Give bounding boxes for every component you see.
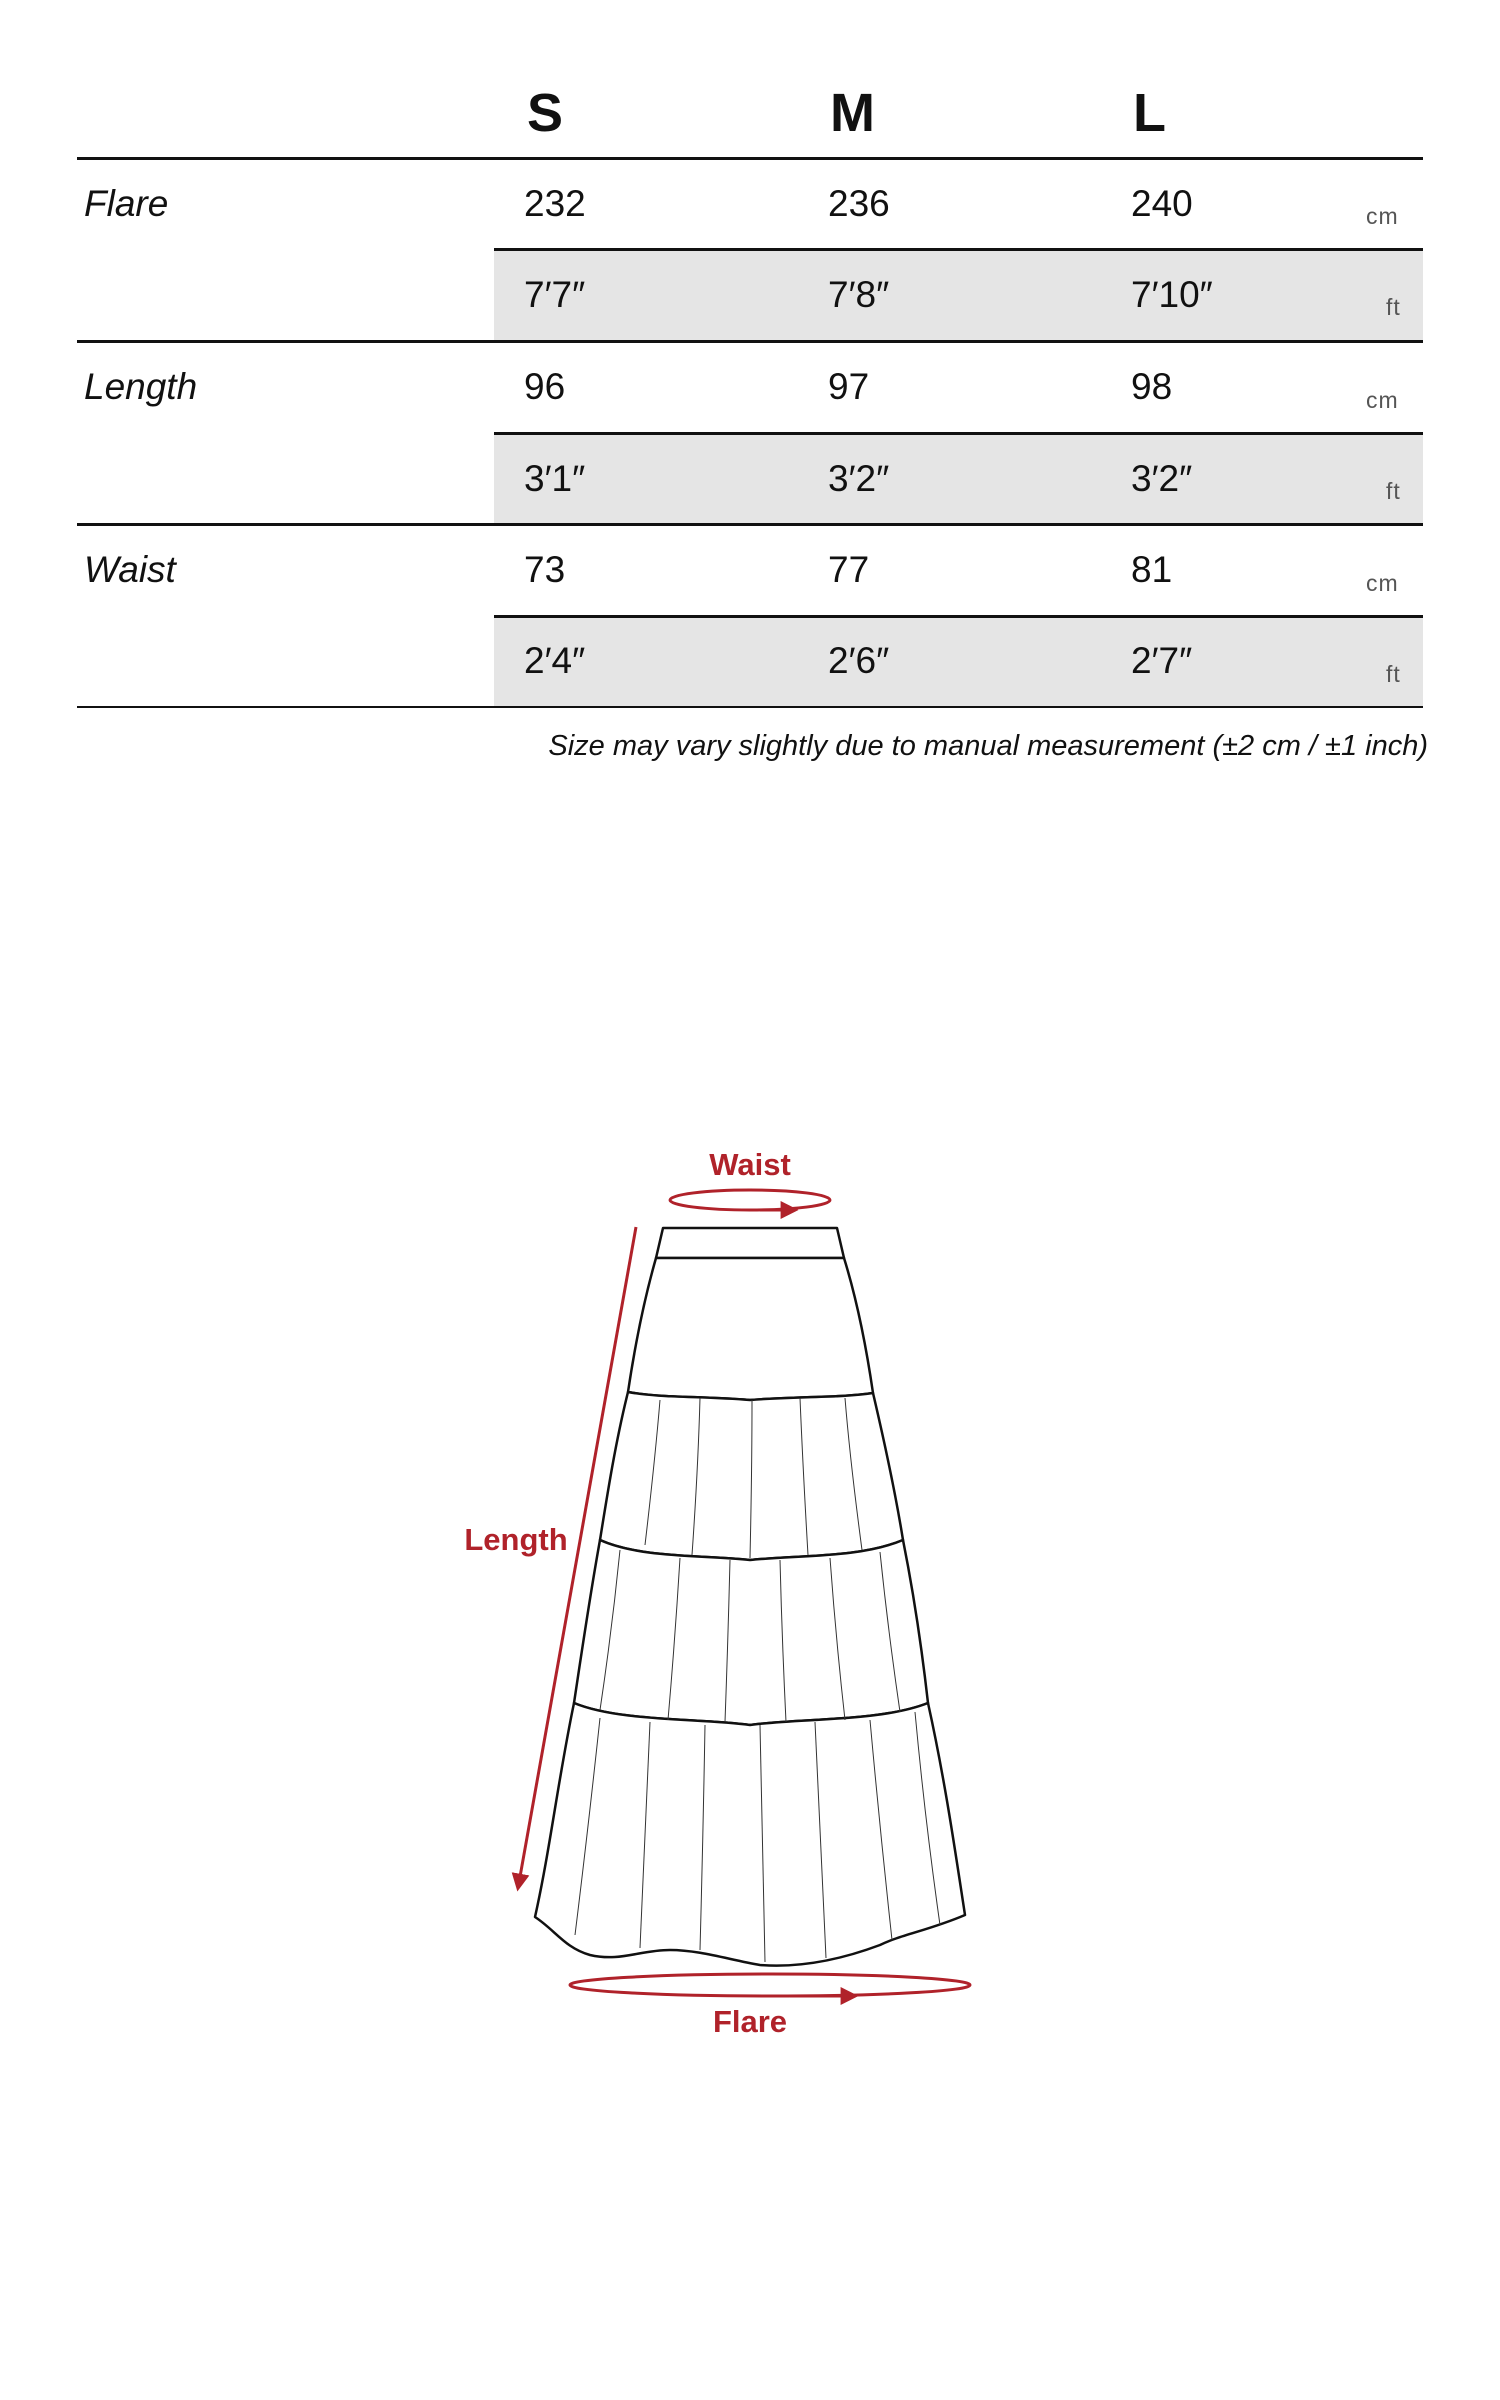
waist-cm-m: 77 <box>828 549 870 590</box>
flare-label: Flare <box>712 2004 788 2039</box>
waist-arrow-ellipse <box>670 1190 830 1210</box>
skirt-tier-1 <box>628 1258 873 1400</box>
flare-bottom-rule <box>77 340 1423 343</box>
length-ft-unit: ft <box>1386 478 1401 504</box>
size-header-l: L <box>1133 83 1166 143</box>
row-label-waist: Waist <box>84 549 176 590</box>
flare-cm-l: 240 <box>1131 183 1193 224</box>
length-cm-l: 98 <box>1131 366 1173 407</box>
skirt-tier-3 <box>574 1540 928 1725</box>
flare-cm-s: 232 <box>524 183 586 224</box>
table-bottom-rule <box>77 706 1423 708</box>
flare-cm-m: 236 <box>828 183 890 224</box>
flare-ft-m: 7′8″ <box>828 274 890 315</box>
row-label-length: Length <box>84 366 198 407</box>
waist-ft-m: 2′6″ <box>828 640 890 681</box>
skirt-waistband <box>656 1228 844 1258</box>
length-bottom-rule <box>77 523 1423 526</box>
flare-ft-s: 7′7″ <box>524 274 586 315</box>
length-label: Length <box>464 1522 568 1557</box>
flare-ft-l: 7′10″ <box>1131 274 1213 315</box>
waist-cm-unit: cm <box>1366 570 1399 596</box>
length-ft-s: 3′1″ <box>524 458 586 499</box>
length-cm-unit: cm <box>1366 387 1399 413</box>
waist-label: Waist <box>709 1147 791 1182</box>
header-rule <box>77 157 1423 160</box>
skirt-tier-4 <box>535 1703 965 1966</box>
row-label-flare: Flare <box>84 183 169 224</box>
length-cm-s: 96 <box>524 366 566 407</box>
size-header-m: M <box>830 83 875 143</box>
waist-ft-unit: ft <box>1386 661 1401 687</box>
waist-mid-rule <box>494 615 1423 618</box>
flare-ft-unit: ft <box>1386 294 1401 320</box>
length-mid-rule <box>494 432 1423 435</box>
length-cm-m: 97 <box>828 366 870 407</box>
flare-cm-unit: cm <box>1366 203 1399 229</box>
waist-ft-row-bg <box>494 618 1423 707</box>
size-header-s: S <box>527 83 564 143</box>
skirt-outline <box>535 1228 965 1966</box>
waist-cm-s: 73 <box>524 549 566 590</box>
length-ft-m: 3′2″ <box>828 458 890 499</box>
skirt-diagram <box>0 1100 1500 2100</box>
measurement-note: Size may vary slightly due to manual measurement (±2 cm / ±1 inch) <box>548 730 1428 762</box>
flare-mid-rule <box>494 248 1423 251</box>
length-ft-l: 3′2″ <box>1131 458 1193 499</box>
flare-ft-row-bg <box>494 251 1423 340</box>
length-ft-row-bg <box>494 435 1423 524</box>
waist-ft-l: 2′7″ <box>1131 640 1193 681</box>
waist-ft-s: 2′4″ <box>524 640 586 681</box>
flare-arrow-ellipse <box>570 1974 970 1996</box>
waist-cm-l: 81 <box>1131 549 1173 590</box>
